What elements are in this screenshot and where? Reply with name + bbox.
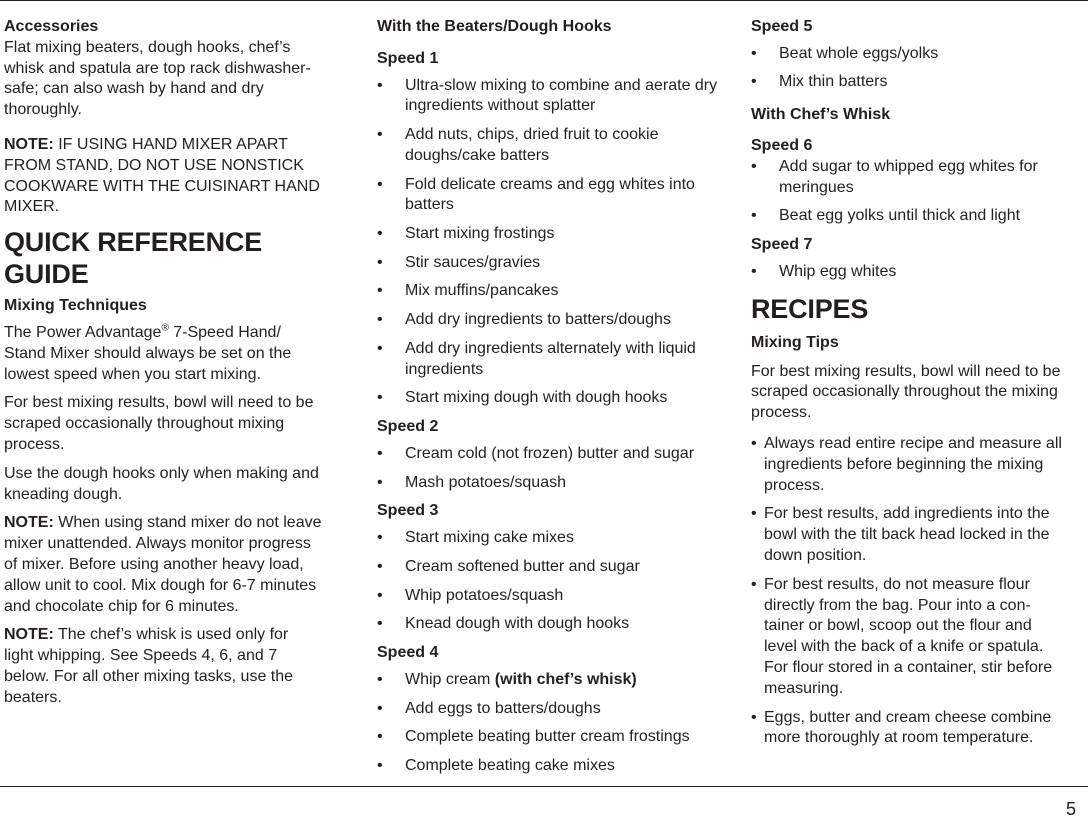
list-item: • Mash potatoes/squash: [377, 473, 566, 491]
beaters-heading: With the Beaters/Dough Hooks: [377, 18, 612, 35]
list-item: • Add dry ingredients alternately with liquid ingredients: [377, 339, 696, 378]
speed-3-list: [377, 528, 722, 635]
column-2: [377, 17, 722, 785]
list-item: • Start mixing cake mixes: [377, 529, 574, 547]
speed-5-heading: Speed 5: [751, 18, 813, 35]
list-item: • Always read entire recipe and measure all ingredients before beginning the mixing process.: [751, 434, 1062, 494]
list-item: • Whip cream (with chef’s whisk): [377, 670, 637, 688]
note-3: NOTE: The chef’s whisk is used only for light whipping. See Speeds 4, 6, and 7 below. For all other mixing tasks, use the beaters.: [4, 626, 294, 706]
speed-6-heading: Speed 6: [751, 137, 813, 155]
page-number: 5: [1065, 799, 1076, 819]
column-1: [4, 17, 344, 717]
list-item: • For best results, do not measure flour directly from the bag. Pour into a con-tainer or bowl, scoop out the flour and level with the back of a knife or spatula. For flour stored in a container, stir before measuring.: [751, 575, 1053, 697]
speed-1-heading: Speed 1: [377, 49, 439, 67]
list-item: • Whip potatoes/squash: [377, 586, 564, 604]
list-item: • Cream softened butter and sugar: [377, 557, 640, 575]
list-item: • Complete beating cake mixes: [377, 756, 615, 774]
list-item: • Add nuts, chips, dried fruit to cookie doughs/cake batters: [377, 126, 659, 164]
quick-reference-heading: QUICK REFERENCE GUIDE: [4, 227, 263, 290]
mixing-tips-heading: Mixing Tips: [751, 333, 839, 351]
list-item: • Complete beating butter cream frostings: [377, 728, 690, 746]
speed-6-list: [751, 157, 1051, 227]
list-item: • Ultra-slow mixing to combine and aerate dry ingredients without splatter: [377, 76, 718, 115]
list-item: • Knead dough with dough hooks: [377, 615, 630, 633]
whisk-heading: With Chef’s Whisk: [751, 106, 891, 124]
speed-7-heading: Speed 7: [751, 236, 813, 254]
speed-2-list: [377, 444, 722, 493]
mixing-techniques-p1: The Power Advantage® 7-Speed Hand/ Stand Mixer should always be set on the lowest speed when you start mixing.: [4, 322, 292, 383]
mixing-techniques-p2: For best mixing results, bowl will need to be scraped occasionally throughout mixing process.: [4, 394, 314, 453]
mixing-tips-list: [751, 434, 1086, 749]
speed-4-heading: Speed 4: [377, 644, 439, 662]
recipes-heading: RECIPES: [751, 293, 869, 324]
list-item: • Mix muffins/pancakes: [377, 282, 559, 300]
accessories-text: Flat mixing beaters, dough hooks, chef’s whisk and spatula are top rack dishwasher-safe; can also wash by hand and dry thoroughly.: [4, 38, 311, 119]
speed-1-list: [377, 76, 722, 409]
column-3: [751, 17, 1086, 757]
accessories-heading: Accessories: [4, 18, 99, 35]
list-item: • Fold delicate creams and egg whites into batters: [377, 175, 695, 214]
list-item: • Beat whole eggs/yolks: [751, 44, 939, 62]
list-item: • Add dry ingredients to batters/doughs: [377, 311, 671, 329]
speed-3-heading: Speed 3: [377, 502, 439, 520]
mixing-tips-intro: For best mixing results, bowl will need to be scraped occasionally throughout the mixing process.: [751, 362, 1061, 422]
top-rule: [0, 0, 1088, 1]
list-item: • Cream cold (not frozen) butter and sugar: [377, 444, 695, 462]
list-item: • For best results, add ingredients into the bowl with the tilt back head locked in the down position.: [751, 505, 1050, 564]
list-item: • Add eggs to batters/doughs: [377, 699, 601, 717]
list-item: • Beat egg yolks until thick and light: [751, 207, 1021, 225]
list-item: • Whip egg whites: [751, 262, 897, 280]
list-item: • Add sugar to whipped egg whites for meringues: [751, 157, 1038, 196]
speed-7-list: [751, 262, 1086, 283]
list-item: • Start mixing frostings: [377, 225, 555, 243]
bottom-rule: [0, 786, 1088, 787]
speed-5-list: [751, 44, 1086, 93]
list-item: • Mix thin batters: [751, 73, 888, 91]
speed-2-heading: Speed 2: [377, 418, 439, 436]
note-1: NOTE: IF USING HAND MIXER APART FROM STAND, DO NOT USE NONSTICK COOKWARE WITH THE CUISINART HAND MIXER.: [4, 135, 320, 216]
mixing-techniques-heading: Mixing Techniques: [4, 297, 147, 315]
list-item: • Stir sauces/gravies: [377, 253, 541, 271]
list-item: • Eggs, butter and cream cheese combine more thoroughly at room temperature.: [751, 708, 1052, 747]
list-item: • Start mixing dough with dough hooks: [377, 389, 668, 407]
note-2: NOTE: When using stand mixer do not leave mixer unattended. Always monitor progress of mixer. Before using another heavy load, allow unit to cool. Mix dough for 6-7 minutes and chocolate chip for 6 minutes.: [4, 514, 322, 615]
speed-4-list: [377, 670, 722, 777]
mixing-techniques-p3: Use the dough hooks only when making and kneading dough.: [4, 464, 319, 503]
